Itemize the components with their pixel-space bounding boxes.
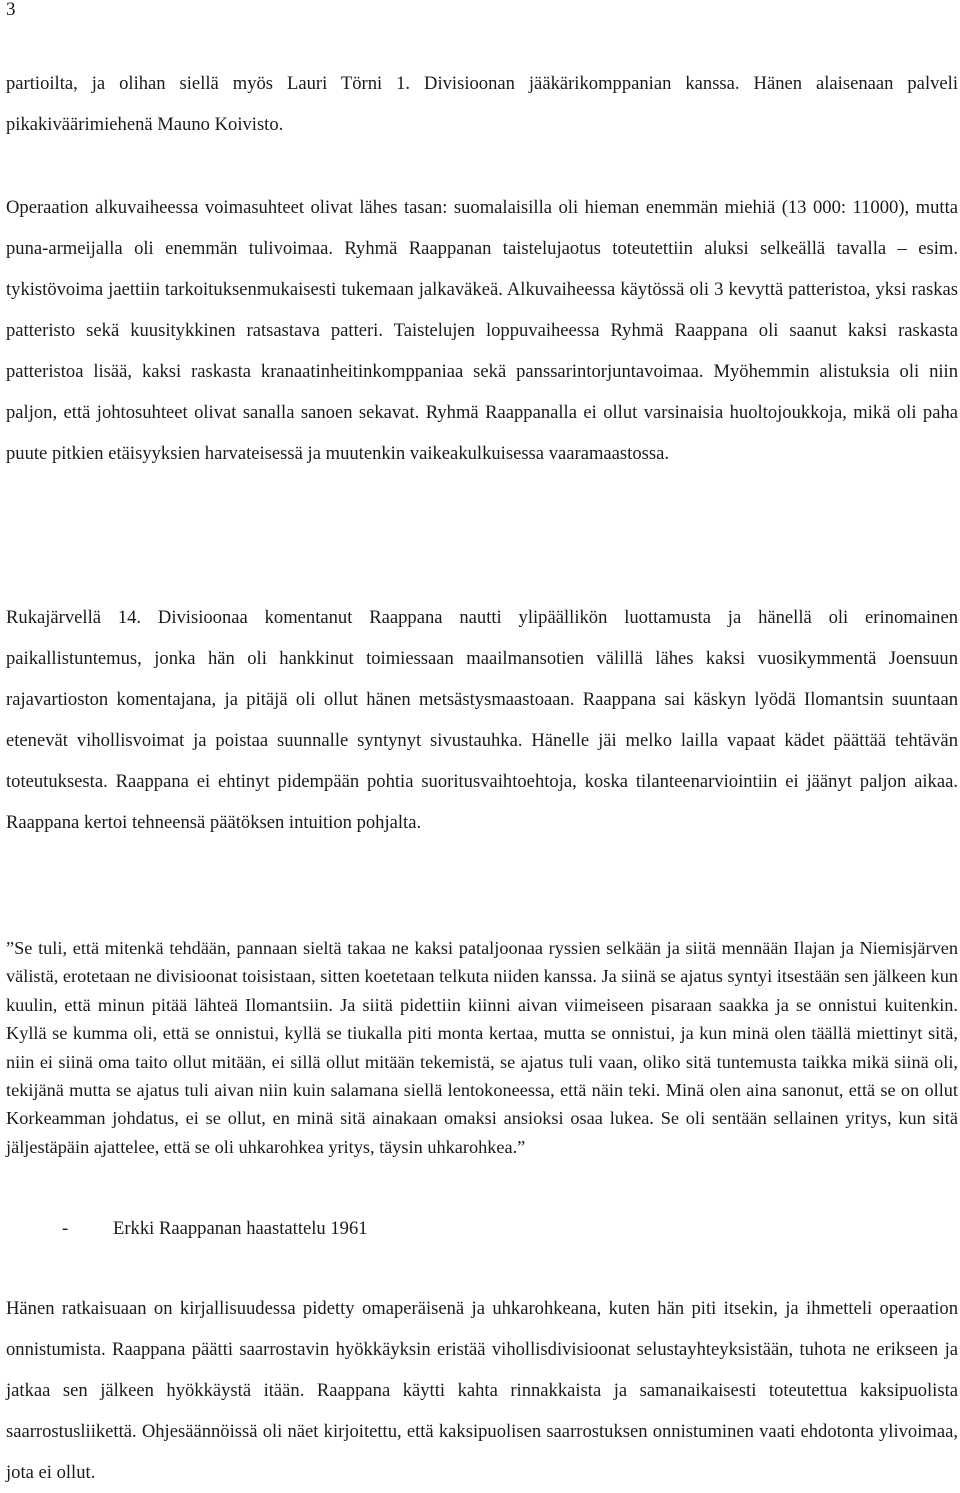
paragraph-rukajarvella: Rukajärvellä 14. Divisioonaa komentanut Raappana nautti ylipäällikön luottamusta ja hänellä oli erinomainen paikallistuntemus, jonka hän oli hankkinut toimiessaan maailmansotien välillä lähes kaksi vuosikymmentä Joensuun rajavartioston komentajana, ja pitäjä oli ollut hänen metsästysmaastoaan. Raappana sai käskyn lyödä Ilomantsin suuntaan etenevät vihollisvoimat ja poistaa suunnalle syntynyt sivustauhka. Hänelle jäi melko lailla vapaat kädet päättää tehtävän toteutuksesta. Raappana ei ehtinyt pidempään pohtia suoritusvaihtoehtoja, koska tilanteenarviointiin ei jäänyt paljon aikaa. Raappana kertoi tehneensä päätöksen intuition pohjalta. xyxy=(6,607,958,833)
paragraph-hanen-ratkaisuaan: Hänen ratkaisuaan on kirjallisuudessa pidetty omaperäisenä ja uhkarohkeana, kuten hän piti itsekin, ja ihmetteli operaation onnistumista. Raappana päätti saarrostavin hyökkäyksin eristää vihollisdivisioonat selustayhteyksistään, tuhota ne erikseen ja jatkaa sen jälkeen hyökkäystä itään. Raappana käytti kahta rinnakkaista ja samanaikaisesti toteutettua kaksipuolista saarrostusliikettä. Ohjesäännöissä oli näet kirjoitettu, että kaksipuolisen saarrostuksen onnistuminen vaati ehdotonta ylivoimaa, jota ei ollut. xyxy=(6,1298,958,1483)
page-number: 3 xyxy=(6,0,16,20)
attribution-text: Erkki Raappanan haastattelu 1961 xyxy=(113,1218,368,1239)
interview-quote: ”Se tuli, että mitenkä tehdään, pannaan sieltä takaa ne kaksi pataljoonaa ryssien selkään ja siitä mennään Ilajan ja Niemisjärven välistä, erotetaan ne divisioonat toisistaan, sitten koetetaan telkuta niiden kanssa. Ja siinä se ajatus syntyi itsestään sen jälkeen kun kuulin, että minun pitää lähteä Ilomantsiin. Ja siitä pidettiin kiinni aivan viimeiseen pisaraan saakka ja se onnistui kuitenkin. Kyllä se kumma oli, että se onnistui, kyllä se tiukalla piti monta kertaa, mutta se onnistui, ja kun minä olen täällä miettinyt sitä, niin ei siinä oma taito ollut mitään, ei sillä ollut mitään tekemistä, se ajatus tuli vaan, oliko sitä tuntemusta taikka mikä siinä oli, tekijänä mutta se ajatus tuli aivan niin kuin salamana siellä lentokoneessa, että näin teki. Minä olen aina sanonut, että se on ollut Korkeamman johdatus, ei se ollut, en minä sitä ainakaan omaksi ansioksi osaa lukea. Se oli sentään sellainen yritys, kun sitä jäljestäpäin ajattelee, että se oli uhkarohkea yritys, täysin uhkarohkea.” xyxy=(6,938,958,1157)
paragraph-partioilta: partioilta, ja olihan siellä myös Lauri Törni 1. Divisioonan jääkärikomppanian kanssa. Hänen alaisenaan palveli pikakiväärimiehenä Mauno Koivisto. xyxy=(6,73,958,135)
paragraph-operaation-alkuvaiheessa: Operaation alkuvaiheessa voimasuhteet olivat lähes tasan: suomalaisilla oli hieman enemmän miehiä (13 000: 11000), mutta puna-armeijalla oli enemmän tulivoimaa. Ryhmä Raappanan taistelujaotus toteutettiin aluksi selkeällä tavalla – esim. tykistövoima jaettiin tarkoituksenmukaisesti tukemaan jalkaväkeä. Alkuvaiheessa käytössä oli 3 kevyttä patteristoa, yksi raskas patteristo sekä kuusitykkinen ratsastava patteri. Taistelujen loppuvaiheessa Ryhmä Raappana oli saanut kaksi raskasta patteristoa lisää, kaksi raskasta kranaatinheitinkomppaniaa sekä panssarintorjuntavoimaa. Myöhemmin alistuksia oli niin paljon, että johtosuhteet olivat sanalla sanoen sekavat. Ryhmä Raappanalla ei ollut varsinaisia huoltojoukkoja, mikä oli paha puute pitkien etäisyyksien harvateisessä ja muutenkin vaikeakulkuisessa vaaramaastossa. xyxy=(6,197,958,464)
quote-attribution xyxy=(62,1215,368,1243)
attribution-dash: - xyxy=(62,1218,69,1239)
